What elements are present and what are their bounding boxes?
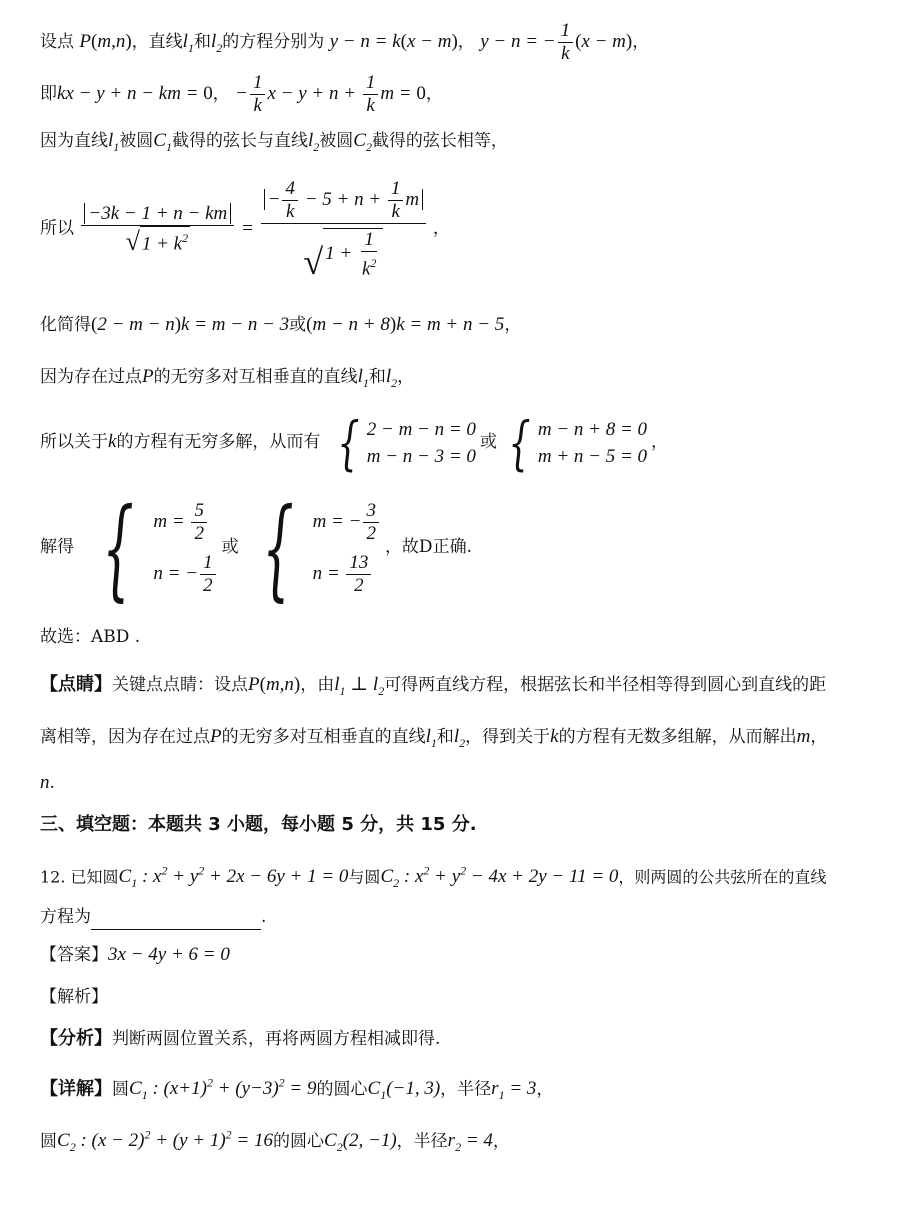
math-general-l2: − $\frac{1}{k}$ x − y + n + $\frac{1}{k}$ m = 0 xyxy=(235,72,426,116)
math-circle-c2: $C_2$ : $x^2 + y^2 - 4x + 2y - 11 = 0$ xyxy=(380,864,619,891)
math-solution-1: { m = $\frac{5}{2}$ n = − $\frac{1}{2}$ xyxy=(83,493,217,603)
math-simplified-2: (m − n + 8)k = m + n − 5 xyxy=(306,314,505,335)
math-distance-eq: −3k − 1 + n − km √ $1 + k^2$ = − $\frac{4}{k}$ − 5 + n + $\frac{1}{k}$ m √ 1 + $\frac{1}{k^2}$ xyxy=(79,218,432,239)
math-c2-center: $C_2(2$, −1) xyxy=(324,1130,397,1155)
line-system: 所以关于k的方程有无穷多解，从而有 { 2 − m − n = 0 m − n − 3 = 0 或 { m − n + 8 = 0 m + n − 5 = 0 ， xyxy=(40,408,669,477)
math-c2-standard: $C_2$ : $(x - 2)^2 + (y + 1)^2 = 16$ xyxy=(57,1128,273,1155)
math-system-1: { 2 − m − n = 0 m − n − 3 = 0 xyxy=(337,408,476,477)
answer-blank[interactable] xyxy=(91,909,261,930)
math-c1-center: $C_1(-1$, 3) xyxy=(367,1078,441,1103)
math-simplified-1: (2 − m − n)k = m − n − 3 xyxy=(91,314,290,335)
question-12-line-2: 方程为 . xyxy=(40,904,266,930)
question-12-line-1: 12. 已知圆$C_1$ : $x^2 + y^2 + 2x - 6y + 1 = 0$与圆$C_2$ : $x^2 + y^2 - 4x + 2y - 11 = 0$，则两圆的公共弦所在的直线 xyxy=(40,864,827,891)
math-r2: $r_2 = 4$ xyxy=(447,1130,493,1155)
math-eq-l2: y − n = − $\frac{1}{k}$ (x − m) xyxy=(480,20,633,64)
detail-line-2: 圆$C_2$ : $(x - 2)^2 + (y + 1)^2 = 16$的圆心$C_2(2$, −1)，半径$r_2 = 4$， xyxy=(40,1128,510,1155)
line-chord-equal: 因为直线$l_1$被圆$C_1$截得的弦长与直线$l_2$被圆$C_2$截得的弦长相等， xyxy=(40,130,508,154)
line-general-form: 即kx − y + n − km = 0， − $\frac{1}{k}$ x − y + n + $\frac{1}{k}$ m = 0， xyxy=(40,72,443,116)
analysis-tag: 【解析】 xyxy=(40,987,108,1007)
review-line-3: n. xyxy=(40,772,55,793)
line-infinite-pairs: 因为存在过点P的无穷多对互相垂直的直线$l_1$和$l_2$， xyxy=(40,366,415,390)
line-solutions: 解得 { m = $\frac{5}{2}$ n = − $\frac{1}{2}$ 或 { m = − $\frac{3}{2}$ n = $\frac{13}{2}$ ，故D正确. xyxy=(40,483,472,612)
line-simplified: 化简得(2 − m − n)k = m − n − 3或(m − n + 8)k = m + n − 5， xyxy=(40,314,522,335)
line-choice: 故选：ABD . xyxy=(40,627,141,647)
math-c1-standard: $C_1$ : $(x+1)^2 + (y-3)^2 = 9$ xyxy=(129,1076,317,1103)
math-eq-l1: y − n = k(x − m) xyxy=(329,30,458,52)
line-distance-equation: 所以 −3k − 1 + n − km √ $1 + k^2$ = − $\frac{4}{k}$ − 5 + n + $\frac{1}{k}$ m √ 1 + $\frac{1}{k^2}$ ， xyxy=(40,178,450,283)
math-general-l1: kx − y + n − km = 0 xyxy=(57,82,213,104)
math-solution-2: { m = − $\frac{3}{2}$ n = $\frac{13}{2}$ xyxy=(243,493,381,603)
math-system-2: { m − n + 8 = 0 m + n − 5 = 0 xyxy=(508,408,648,477)
math-point-p: P(m,n) xyxy=(79,30,132,52)
fenxi-line: 【分析】判断两圆位置关系，再将两圆方程相减即得. xyxy=(40,1028,441,1049)
answer-line: 【答案】3x − 4y + 6 = 0 xyxy=(40,944,230,965)
math-circle-c1: $C_1$ : $x^2 + y^2 + 2x - 6y + 1 = 0$ xyxy=(118,864,349,891)
line-setup: 设点 P(m,n)，直线$l_1$和$l_2$的方程分别为 y − n = k(x − m)， y − n = − $\frac{1}{k}$ (x − m)， xyxy=(40,20,650,64)
review-line-1: 【点睛】关键点点睛：设点P(m,n)，由$l_1$ ⊥ $l_2$可得两直线方程，根据弦长和半径相等得到圆心到直线的距 xyxy=(40,674,827,698)
answer-value: 3x − 4y + 6 = 0 xyxy=(108,944,230,965)
review-line-2: 离相等，因为存在过点P的无穷多对互相垂直的直线$l_1$和$l_2$，得到关于k的方程有无数多组解，从而解出m， xyxy=(40,726,828,750)
math-r1: $r_1 = 3$ xyxy=(491,1078,537,1103)
section-title: 三、填空题：本题共 3 小题，每小题 5 分，共 15 分. xyxy=(40,814,477,835)
detail-line-1: 【详解】圆$C_1$ : $(x+1)^2 + (y-3)^2 = 9$的圆心$C_1(-1$, 3)，半径$r_1 = 3$， xyxy=(40,1076,554,1103)
